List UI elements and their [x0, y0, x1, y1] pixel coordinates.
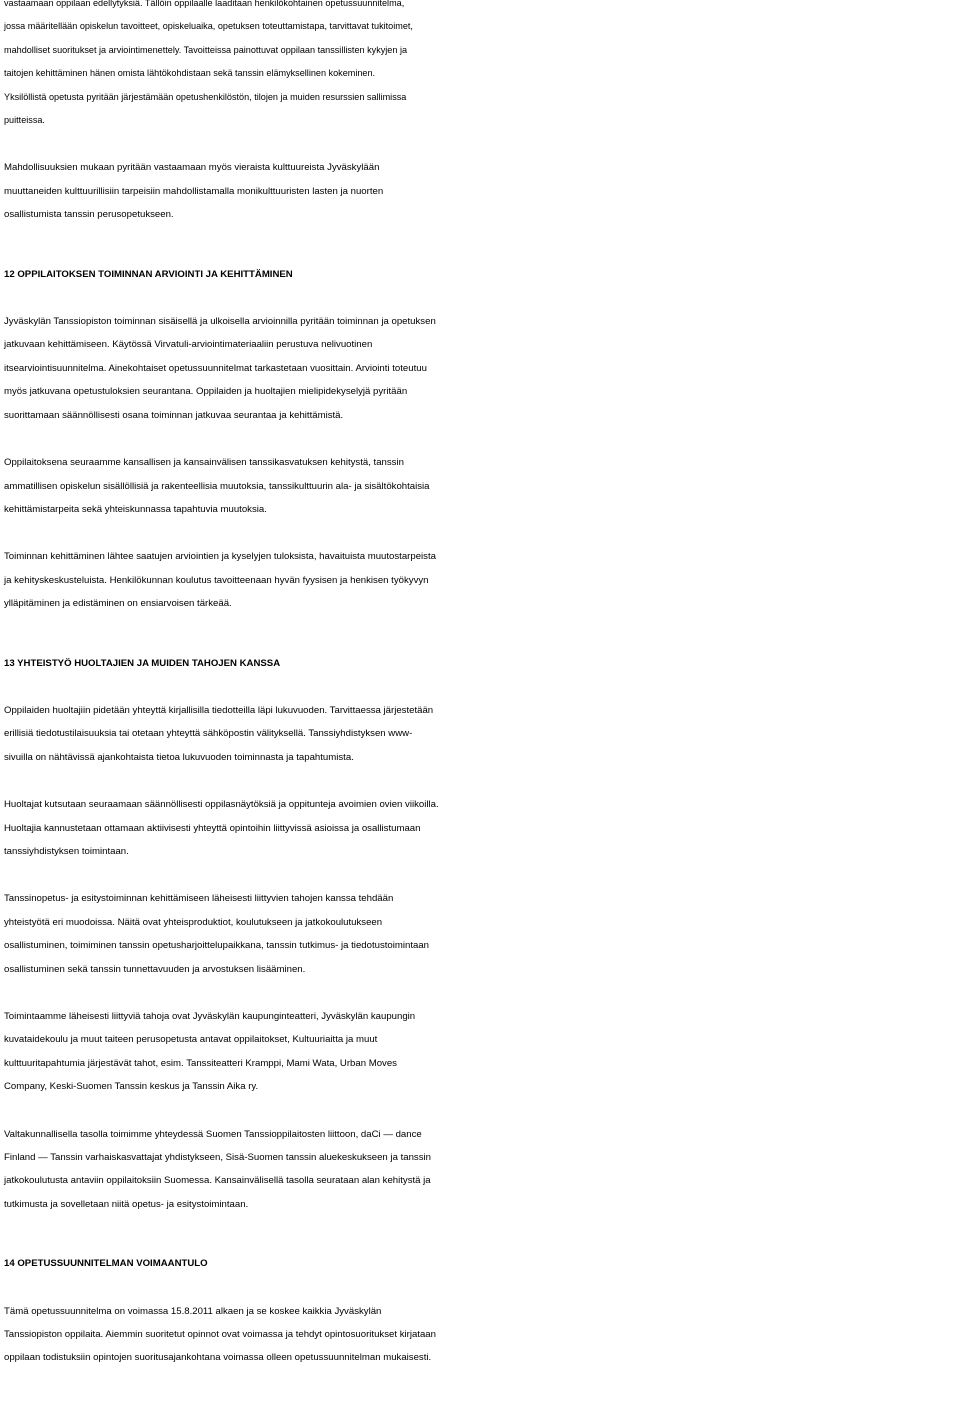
document-page: [4, 0, 956, 1370]
text-line: Tanssiopiston oppilaita. Aiemmin suoritetut opinnot ovat voimassa ja tehdyt opintosuoritukset kirjataan: [4, 1329, 436, 1341]
text-line: ja kehityskeskusteluista. Henkilökunnan koulutus tavoitteenaan hyvän fyysisen ja henkisen työkyvyn: [4, 574, 429, 586]
text-line: Huoltajat kutsutaan seuraamaan säännöllisesti oppilasnäytöksiä ja oppitunteja avoimien ovien viikoilla.: [4, 799, 439, 811]
text-line: myös jatkuvana opetustuloksien seurantana. Oppilaiden ja huoltajien mielipidekyselyjä pyritään: [4, 386, 408, 398]
text-line: Tämä opetussuunnitelma on voimassa 15.8.2011 alkaen ja se koskee kaikkia Jyväskylän: [4, 1305, 382, 1317]
text-line: muuttaneiden kulttuurillisiin tarpeisiin mahdollistamalla monikulttuuristen lasten ja nuorten: [4, 185, 384, 197]
text-line: osallistumista tanssin perusopetukseen.: [4, 209, 174, 221]
text-line: Toimintaamme läheisesti liittyviä tahoja ovat Jyväskylän kaupunginteatteri, Jyväskylän kaupungin: [4, 1011, 416, 1022]
text-line: Finland — Tanssin varhaiskasvattajat yhdistykseen, Sisä-Suomen tanssin aluekeskukseen ja tanssin: [4, 1152, 431, 1164]
text-line: Yksilöllistä opetusta pyritään järjestämään opetushenkilöstön, tilojen ja muiden resurssien sallimissa: [4, 91, 407, 102]
paragraph-operations-development: [4, 545, 956, 615]
text-line: jossa määritellään opiskelun tavoitteet, opiskeluaika, opetuksen toteuttamistapa, tarvittavat tukitoimet,: [4, 21, 413, 32]
text-line: suorittamaan säännöllisesti osana toiminnan jatkuvaa seurantaa ja kehittämistä.: [4, 409, 344, 421]
section-heading-13: 13 YHTEISTYÖ HUOLTAJIEN JA MUIDEN TAHOJEN KANSSA: [4, 657, 281, 669]
text-line: ylläpitäminen ja edistäminen on ensiarvoisen tärkeää.: [4, 598, 232, 610]
text-line: Oppilaitoksena seuraamme kansallisen ja kansainvälisen tanssikasvatuksen kehitystä, tanssin: [4, 457, 404, 469]
text-line: sivuilla on nähtävissä ajankohtaista tietoa lukuvuoden toiminnasta ja tapahtumista.: [4, 751, 354, 763]
text-line: Valtakunnallisella tasolla toimimme yhteydessä Suomen Tanssioppilaitosten liittoon, daCi — dance: [4, 1128, 422, 1140]
text-line: Company, Keski-Suomen Tanssin keskus ja Tanssin Aika ry.: [4, 1081, 259, 1093]
text-line: oppilaan todistuksiin opintojen suoritusajankohtana voimassa olleen opetussuunnitelman mukaisesti.: [4, 1352, 432, 1364]
text-line: taitojen kehittäminen hänen omista lähtökohdistaan sekä tanssin elämyksellinen kokeminen.: [4, 68, 376, 79]
text-line: Huoltajia kannustetaan ottamaan aktiivisesti yhteyttä opintoihin liittyvissä asioissa ja osallistumaan: [4, 822, 421, 834]
text-line: Toiminnan kehittäminen lähtee saatujen arviointien ja kyselyjen tuloksista, havaituista muutostarpeista: [4, 551, 436, 563]
section-heading-14: 14 OPETUSSUUNNITELMAN VOIMAANTULO: [4, 1258, 208, 1270]
paragraph-development-tracking: [4, 451, 956, 521]
text-line: tanssiyhdistyksen toimintaan.: [4, 845, 129, 857]
paragraph-multicultural: [4, 156, 956, 226]
paragraph-evaluation: [4, 310, 956, 427]
text-line: Mahdollisuuksien mukaan pyritään vastaamaan myös vieraista kulttuureista Jyväskylään: [4, 162, 380, 174]
paragraph-cooperation-forms: [4, 887, 956, 981]
paragraph-guardian-invitations: [4, 793, 956, 863]
text-line: ammatillisen opiskelun sisällöllisiä ja rakenteellisia muutoksia, tanssikulttuurin ala- ja sisältökohtaisia: [4, 480, 430, 492]
text-line: mahdolliset suoritukset ja arviointimenettely. Tavoitteissa painottuvat oppilaan tanssillisten kykyjen ja: [4, 44, 408, 55]
paragraph-local-partners: [4, 1005, 956, 1099]
text-line: Tanssinopetus- ja esitystoiminnan kehittämiseen läheisesti liittyvien tahojen kanssa tehdään: [4, 893, 394, 905]
text-line: Oppilaiden huoltajiin pidetään yhteyttä kirjallisilla tiedotteilla läpi lukuvuoden. Tarvittaessa järjestetään: [4, 704, 434, 716]
text-line: osallistuminen sekä tanssin tunnettavuuden ja arvostuksen lisääminen.: [4, 963, 306, 975]
paragraph-effective-date: [4, 1300, 956, 1370]
paragraph-individual-teaching: [4, 0, 956, 132]
text-line: kehittämistarpeita sekä yhteiskunnassa tapahtuvia muutoksia.: [4, 503, 267, 515]
text-line: jatkokoulutusta antaviin oppilaitoksiin Suomessa. Kansainvälisellä tasolla seurataan alan kehitystä ja: [4, 1175, 431, 1187]
text-line: tutkimusta ja sovelletaan niitä opetus- ja esitystoimintaan.: [4, 1198, 249, 1210]
section-heading-12: 12 OPPILAITOKSEN TOIMINNAN ARVIOINTI JA KEHITTÄMINEN: [4, 268, 293, 280]
text-line: kulttuuritapahtumia järjestävät tahot, esim. Tanssiteatteri Kramppi, Mami Wata, Urban Moves: [4, 1057, 397, 1069]
paragraph-national-partners: [4, 1123, 956, 1217]
text-line: vastaamaan oppilaan edellytyksiä. Tällöin oppilaalle laaditaan henkilökohtainen opetussuunnitelma,: [4, 0, 405, 8]
text-line: kuvataidekoulu ja muut taiteen perusopetusta antavat oppilaitokset, Kultuuriaitta ja muut: [4, 1034, 378, 1046]
text-line: itsearviointisuunnitelma. Ainekohtaiset opetussuunnitelmat tarkastetaan vuosittain. Arviointi toteutuu: [4, 362, 427, 374]
text-line: puitteissa.: [4, 115, 45, 126]
text-line: yhteistyötä eri muodoissa. Näitä ovat yhteisproduktiot, koulutukseen ja jatkokoulutukseen: [4, 916, 383, 928]
text-line: Jyväskylän Tanssiopiston toiminnan sisäisellä ja ulkoisella arvioinnilla pyritään toiminnan ja opetuksen: [4, 316, 436, 328]
text-line: osallistuminen, toimiminen tanssin opetusharjoittelupaikkana, tanssin tutkimus- ja tiedotustoimintaan: [4, 940, 430, 952]
text-line: erillisiä tiedotustilaisuuksia tai otetaan yhteyttä sähköpostin välityksellä. Tanssiyhdistyksen www-: [4, 728, 413, 740]
text-line: jatkuvaan kehittämiseen. Käytössä Virvatuli-arviointimateriaaliin perustuva nelivuotinen: [4, 339, 373, 351]
paragraph-guardian-contact: [4, 699, 956, 769]
